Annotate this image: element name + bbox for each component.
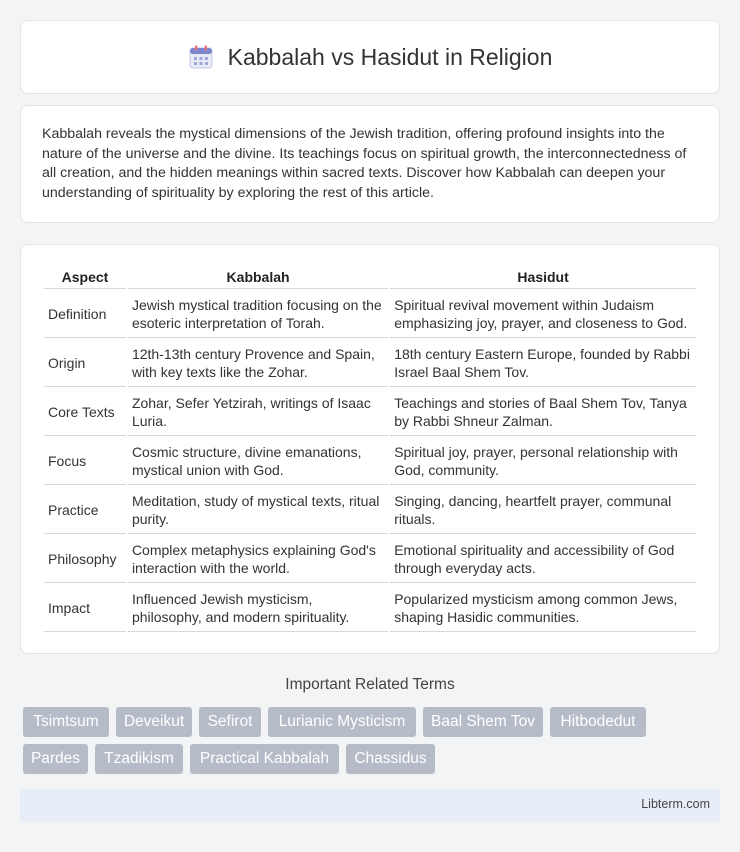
- header-hasidut: Hasidut: [390, 267, 696, 289]
- table-row: [44, 487, 696, 534]
- intro-card: [20, 105, 720, 223]
- calendar-icon: [188, 44, 214, 70]
- row-hasidut: Spiritual joy, prayer, personal relationship with God, community.: [390, 438, 696, 485]
- header-aspect: Aspect: [44, 267, 126, 289]
- row-aspect: Impact: [44, 585, 126, 632]
- footer: [20, 789, 720, 822]
- tag-deveikut[interactable]: Deveikut: [116, 707, 192, 737]
- row-aspect: Core Texts: [44, 389, 126, 436]
- tag-sefirot[interactable]: Sefirot: [199, 707, 261, 737]
- row-hasidut: Singing, dancing, heartfelt prayer, communal rituals.: [390, 487, 696, 534]
- tag-lurianic-mysticism[interactable]: Lurianic Mysticism: [268, 707, 416, 737]
- row-aspect: Focus: [44, 438, 126, 485]
- comparison-table: [42, 265, 698, 634]
- row-kabbalah: Complex metaphysics explaining God's interaction with the world.: [128, 536, 388, 583]
- row-kabbalah: 12th-13th century Provence and Spain, with key texts like the Zohar.: [128, 340, 388, 387]
- row-aspect: Practice: [44, 487, 126, 534]
- row-kabbalah: Influenced Jewish mysticism, philosophy, and modern spirituality.: [128, 585, 388, 632]
- row-kabbalah: Meditation, study of mystical texts, ritual purity.: [128, 487, 388, 534]
- header-kabbalah: Kabbalah: [128, 267, 388, 289]
- table-row: [44, 389, 696, 436]
- row-kabbalah: Jewish mystical tradition focusing on the esoteric interpretation of Torah.: [128, 291, 388, 338]
- tag-tzadikism[interactable]: Tzadikism: [95, 744, 183, 774]
- row-aspect: Origin: [44, 340, 126, 387]
- tag-pardes[interactable]: Pardes: [23, 744, 88, 774]
- row-hasidut: Emotional spirituality and accessibility of God through everyday acts.: [390, 536, 696, 583]
- row-hasidut: Teachings and stories of Baal Shem Tov, Tanya by Rabbi Shneur Zalman.: [390, 389, 696, 436]
- row-kabbalah: Cosmic structure, divine emanations, mystical union with God.: [128, 438, 388, 485]
- row-hasidut: 18th century Eastern Europe, founded by Rabbi Israel Baal Shem Tov.: [390, 340, 696, 387]
- footer-site-link[interactable]: Libterm.com: [641, 797, 710, 811]
- row-hasidut: Popularized mysticism among common Jews, shaping Hasidic communities.: [390, 585, 696, 632]
- row-hasidut: Spiritual revival movement within Judaism emphasizing joy, prayer, and closeness to God.: [390, 291, 696, 338]
- tag-practical-kabbalah[interactable]: Practical Kabbalah: [190, 744, 339, 774]
- table-row: [44, 340, 696, 387]
- title-card: [20, 20, 720, 94]
- table-header-row: [44, 267, 696, 289]
- tag-tsimtsum[interactable]: Tsimtsum: [23, 707, 109, 737]
- row-kabbalah: Zohar, Sefer Yetzirah, writings of Isaac Luria.: [128, 389, 388, 436]
- related-terms-title: Important Related Terms: [285, 676, 455, 693]
- row-aspect: Philosophy: [44, 536, 126, 583]
- table-row: [44, 536, 696, 583]
- table-row: [44, 438, 696, 485]
- page-title: Kabbalah vs Hasidut in Religion: [227, 43, 553, 70]
- intro-text: Kabbalah reveals the mystical dimensions of the Jewish tradition, offering profound insights into the nature of the universe and the divine. Its teachings focus on spiritual growth, the interconnectedness of all creation, and the hidden meanings within sacred texts. Discover how Kabbalah can deepen your understanding of spirituality by exploring the rest of this article.: [42, 126, 687, 201]
- table-row: [44, 585, 696, 632]
- comparison-card: [20, 244, 720, 654]
- tag-hitbodedut[interactable]: Hitbodedut: [550, 707, 646, 737]
- row-aspect: Definition: [44, 291, 126, 338]
- table-row: [44, 291, 696, 338]
- tag-baal-shem-tov[interactable]: Baal Shem Tov: [423, 707, 543, 737]
- tag-chassidus[interactable]: Chassidus: [346, 744, 435, 774]
